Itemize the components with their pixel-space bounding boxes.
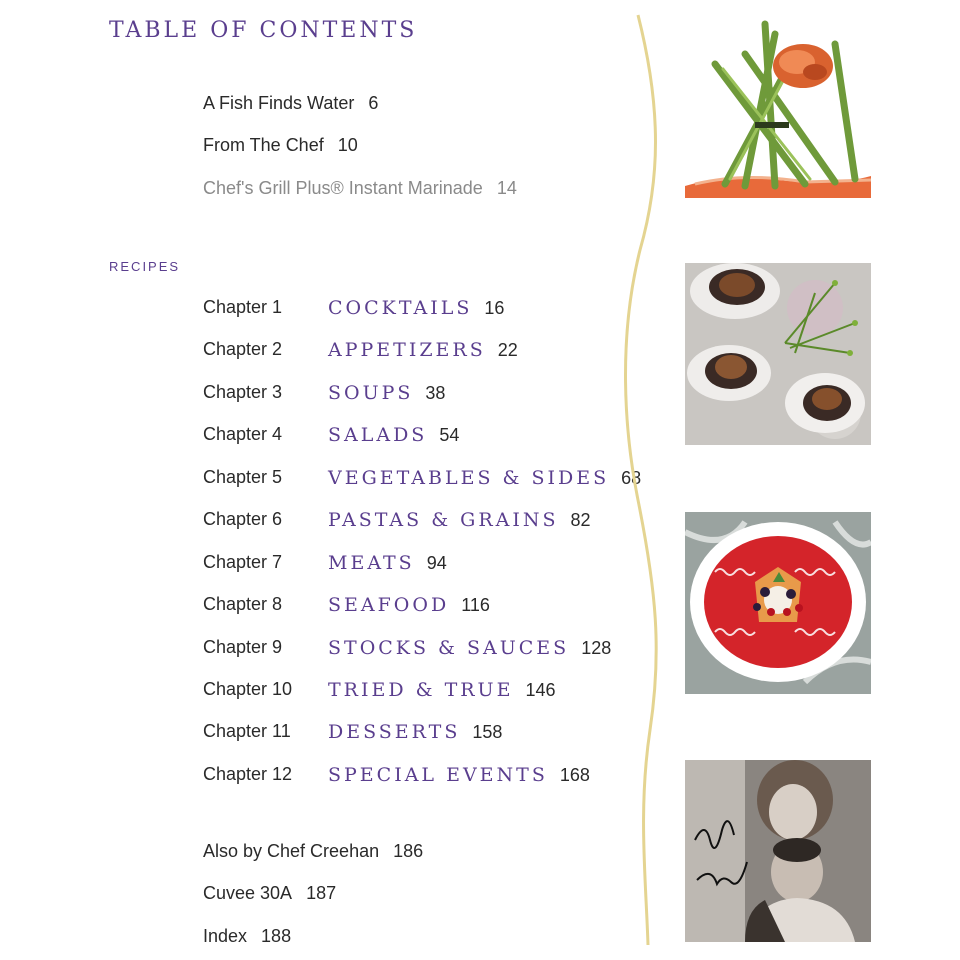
chapter-label: Chapter 8 [203,594,283,614]
chapter-page: 168 [559,765,590,785]
chapter-title: SOUPS [328,382,414,404]
chapter-title: DESSERTS [328,721,461,743]
back-matter-item[interactable] [203,926,291,947]
back-matter-page: 187 [306,883,337,903]
recipes-section-label: RECIPES [109,259,181,274]
chapter-page: 158 [472,722,503,742]
chapter-page: 54 [439,425,460,445]
berry-soup-dessert-photo [685,512,871,694]
chapter-label: Chapter 1 [203,297,283,317]
chapter-page: 22 [497,340,518,360]
front-matter-label: A Fish Finds Water [203,93,355,113]
front-matter-label: Chef's Grill Plus® Instant Marinade [203,178,483,198]
chapter-title: TRIED & TRUE [328,679,514,701]
chapter-title: APPETIZERS [328,339,486,361]
chapter-label: Chapter 10 [203,679,293,699]
chapter-page: 94 [426,553,447,573]
asparagus-dish-photo [685,14,871,198]
chapter-title: STOCKS & SAUCES [328,637,570,659]
front-matter-page: 10 [337,135,358,155]
chapter-page: 82 [570,510,591,530]
back-matter-item[interactable] [203,841,423,862]
chapter-title: SPECIAL EVENTS [328,764,548,786]
chapter-label: Chapter 9 [203,637,283,657]
chapter-page: 128 [581,638,612,658]
back-matter-label: Also by Chef Creehan [203,841,380,861]
front-matter-item[interactable] [203,135,358,156]
chapter-title: COCKTAILS [328,297,473,319]
chapter-label: Chapter 2 [203,339,283,359]
chapter-label: Chapter 3 [203,382,283,402]
chapter-label: Chapter 11 [203,721,291,741]
chapter-title: VEGETABLES & SIDES [328,467,610,489]
back-matter-item[interactable] [203,883,336,904]
front-matter-item[interactable] [203,178,517,199]
front-matter-page: 6 [368,93,379,113]
decorative-wave-divider [600,0,680,960]
chapter-title: PASTAS & GRAINS [328,509,559,531]
chapter-label: Chapter 6 [203,509,283,529]
chapter-page: 68 [621,468,642,488]
front-matter-item[interactable] [203,93,378,114]
back-matter-page: 188 [261,926,292,946]
stuffed-oysters-photo [685,263,871,445]
chapter-label: Chapter 12 [203,764,293,784]
back-matter-label: Index [203,926,248,946]
chapter-page: 16 [484,298,505,318]
chapter-label: Chapter 4 [203,424,283,444]
chapter-title: SALADS [328,424,428,446]
autographed-couple-photo [685,760,871,942]
front-matter-page: 14 [496,178,517,198]
chapter-title: SEAFOOD [328,594,450,616]
back-matter-label: Cuvee 30A [203,883,293,903]
front-matter-label: From The Chef [203,135,324,155]
chapter-page: 146 [525,680,556,700]
chapter-label: Chapter 7 [203,552,283,572]
chapter-page: 116 [461,595,490,615]
chapter-title: MEATS [328,552,415,574]
page-title: TABLE OF CONTENTS [109,18,418,43]
chapter-page: 38 [425,383,446,403]
back-matter-page: 186 [393,841,424,861]
chapter-label: Chapter 5 [203,467,283,487]
